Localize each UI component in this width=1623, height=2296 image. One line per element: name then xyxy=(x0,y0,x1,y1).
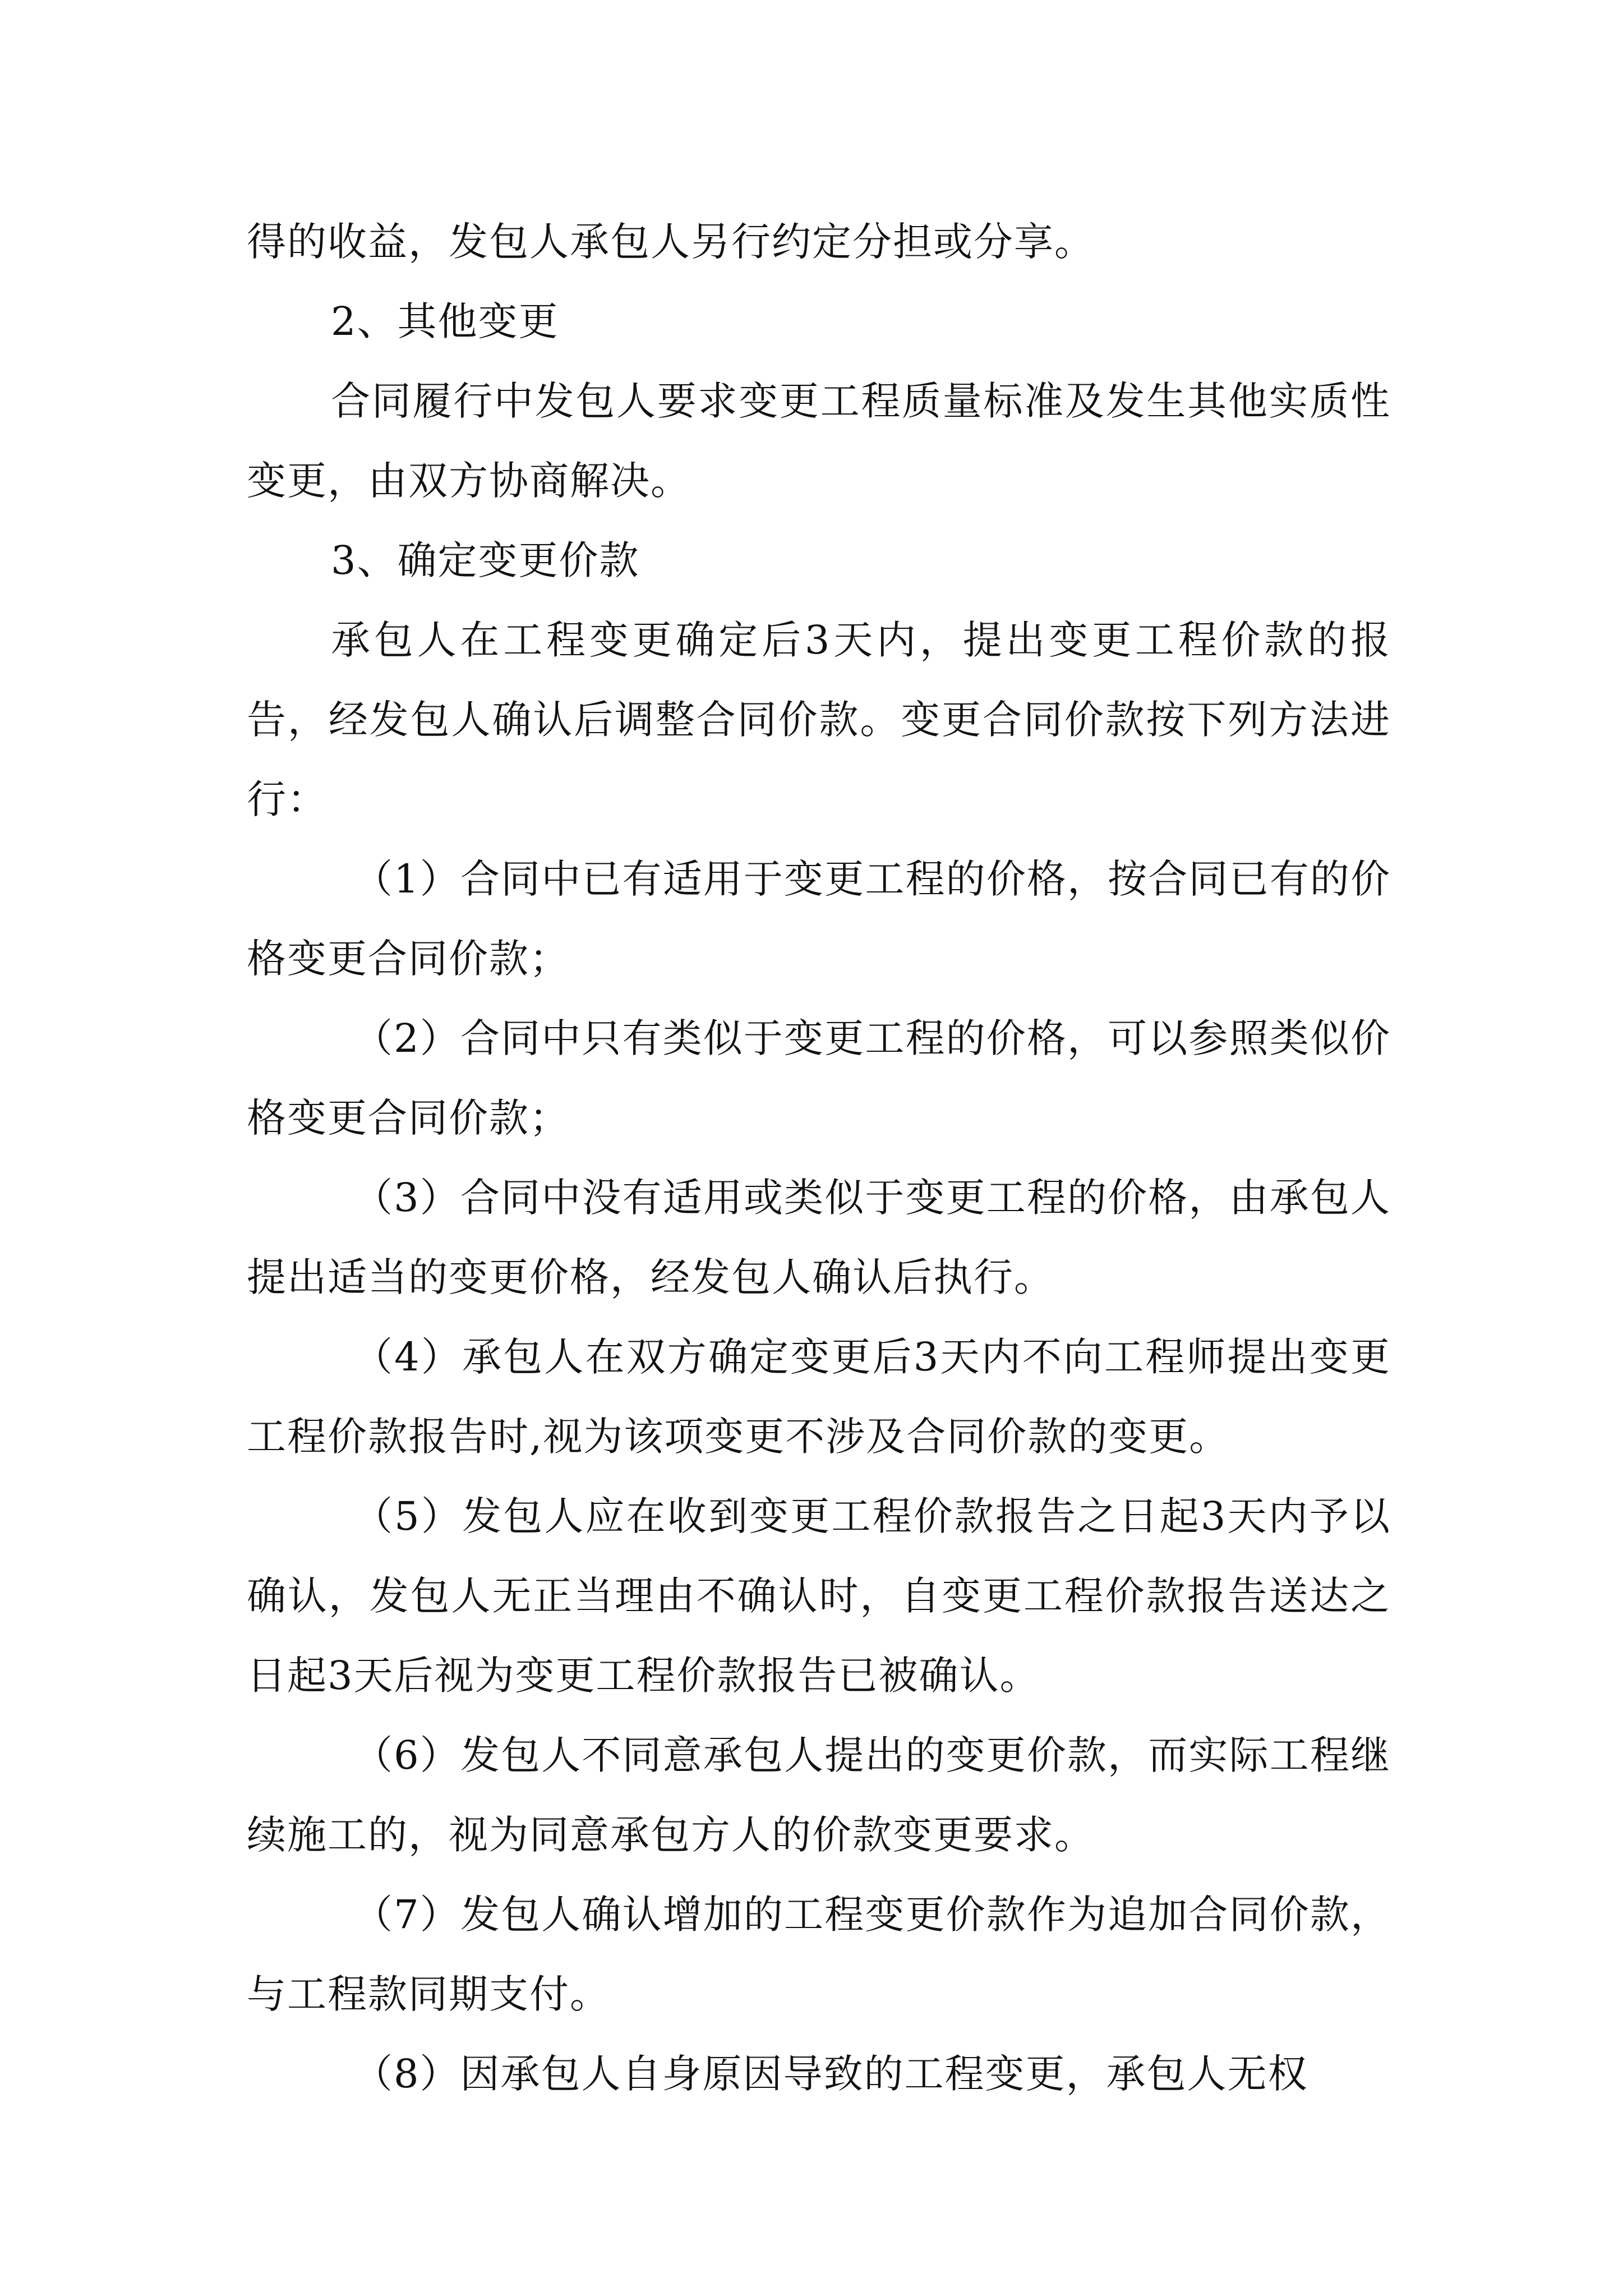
list-item-4: （4）承包人在双方确定变更后3天内不向工程师提出变更工程价款报告时,视为该项变更不涉及合同价款的变更。 xyxy=(247,1334,1391,1460)
paragraph-other-changes: 合同履行中发包人要求变更工程质量标准及发生其他实质性变更，由双方协商解决。 xyxy=(247,378,1391,504)
paragraph-price-report: 承包人在工程变更确定后3天内，提出变更工程价款的报告，经发包人确认后调整合同价款。变更合同价款按下列方法进行： xyxy=(247,617,1391,822)
heading-determine-price: 3、确定变更价款 xyxy=(331,537,640,583)
list-item-2: （2）合同中只有类似于变更工程的价格，可以参照类似价格变更合同价款； xyxy=(247,1015,1391,1141)
list-item-7: （7）发包人确认增加的工程变更价款作为追加合同价款，与工程款同期支付。 xyxy=(247,1892,1391,2017)
list-item-6: （6）发包人不同意承包人提出的变更价款，而实际工程继续施工的，视为同意承包方人的价款变更要求。 xyxy=(247,1732,1391,1858)
list-item-3: （3）合同中没有适用或类似于变更工程的价格，由承包人提出适当的变更价格，经发包人确认后执行。 xyxy=(247,1175,1391,1300)
heading-other-changes: 2、其他变更 xyxy=(331,298,559,344)
paragraph-income-sharing: 得的收益，发包人承包人另行约定分担或分享。 xyxy=(247,219,1095,265)
document-body xyxy=(247,202,1391,2114)
list-item-5: （5）发包人应在收到变更工程价款报告之日起3天内予以确认，发包人无正当理由不确认时，自变更工程价款报告送达之日起3天后视为变更工程价款报告已被确认。 xyxy=(247,1493,1391,1699)
list-item-1: （1）合同中已有适用于变更工程的价格，按合同已有的价格变更合同价款； xyxy=(247,856,1391,982)
list-item-8: （8）因承包人自身原因导致的工程变更，承包人无权 xyxy=(353,2051,1308,2097)
